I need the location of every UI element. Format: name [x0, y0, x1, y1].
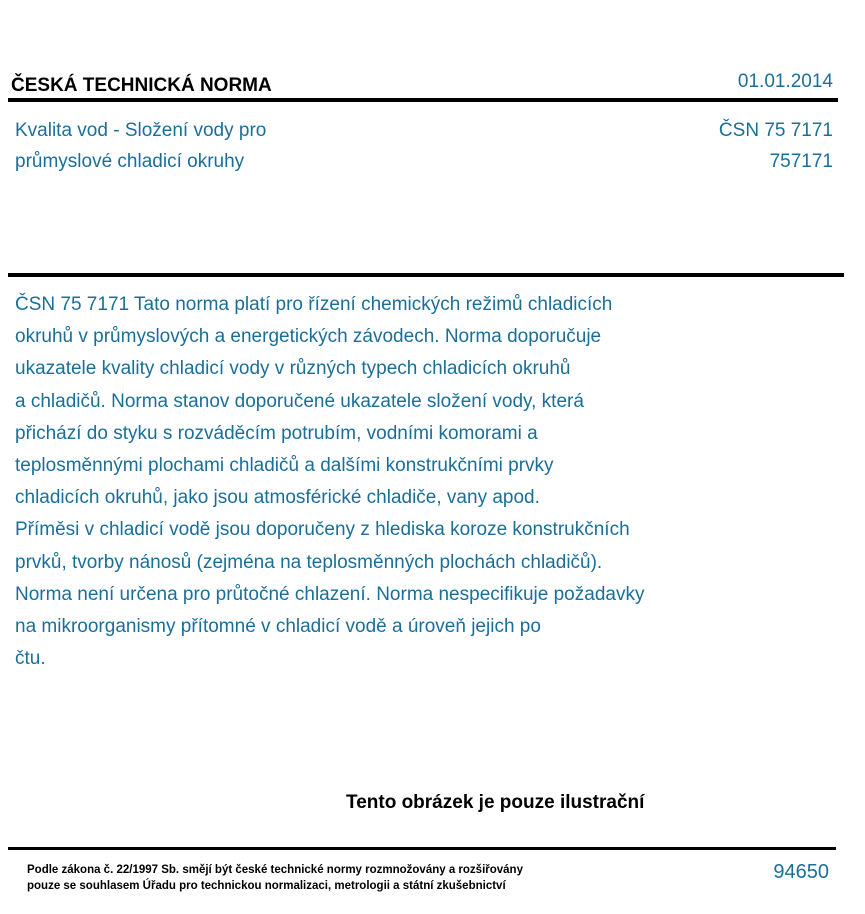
abstract-text [15, 289, 745, 675]
abstract-line: čtu. [15, 648, 46, 670]
legal-notice-line: Podle zákona č. 22/1997 Sb. smějí být české technické normy rozmnožovány a rozšiřovány [27, 864, 523, 876]
document-title [15, 115, 435, 177]
abstract-line: ukazatele kvality chladicí vody v různých typech chladicích okruhů [15, 358, 571, 380]
document-identifiers [719, 115, 833, 177]
header-divider [8, 98, 838, 102]
abstract-line: ČSN 75 7171 Tato norma platí pro řízení chemických režimů chladicích [15, 294, 613, 315]
document-title-line: Kvalita vod - Složení vody pro [15, 120, 267, 141]
abstract-line: na mikroorganismy přítomné v chladicí vodě a úroveň jejich po [15, 616, 541, 638]
legal-notice [27, 862, 523, 894]
abstract-line: teplosměnnými plochami chladičů a dalšími konstrukčními prvky [15, 455, 554, 477]
document-order-number: 94650 [773, 861, 829, 883]
illustration-disclaimer: Tento obrázek je pouze ilustrační [346, 792, 645, 813]
catalog-number: 757171 [769, 151, 833, 172]
footer-divider [8, 847, 836, 850]
standard-header-title: ČESKÁ TECHNICKÁ NORMA [11, 75, 272, 96]
legal-notice-line: pouze se souhlasem Úřadu pro technickou normalizaci, metrologii a státní zkušebnictví [27, 880, 506, 892]
abstract-line: Norma není určena pro průtočné chlazení. Norma nespecifikuje požadavky [15, 583, 645, 605]
abstract-line: okruhů v průmyslových a energetických závodech. Norma doporučuje [15, 326, 602, 348]
abstract-line: Příměsi v chladicí vodě jsou doporučeny z hlediska koroze konstrukčních [15, 519, 630, 541]
abstract-line: prvků, tvorby nánosů (zejména na teplosměnných plochách chladičů). [15, 551, 603, 573]
abstract-line: chladicích okruhů, jako jsou atmosférické chladiče, vany apod. [15, 487, 540, 509]
abstract-line: a chladičů. Norma stanov doporučené ukazatele složení vody, která [15, 390, 584, 412]
standard-code: ČSN 75 7171 [718, 120, 833, 141]
issue-date: 01.01.2014 [737, 71, 833, 92]
abstract-line: přichází do styku s rozváděcím potrubím, vodními komorami a [15, 422, 538, 444]
section-divider [8, 273, 844, 277]
document-title-line: průmyslové chladicí okruhy [15, 151, 245, 172]
